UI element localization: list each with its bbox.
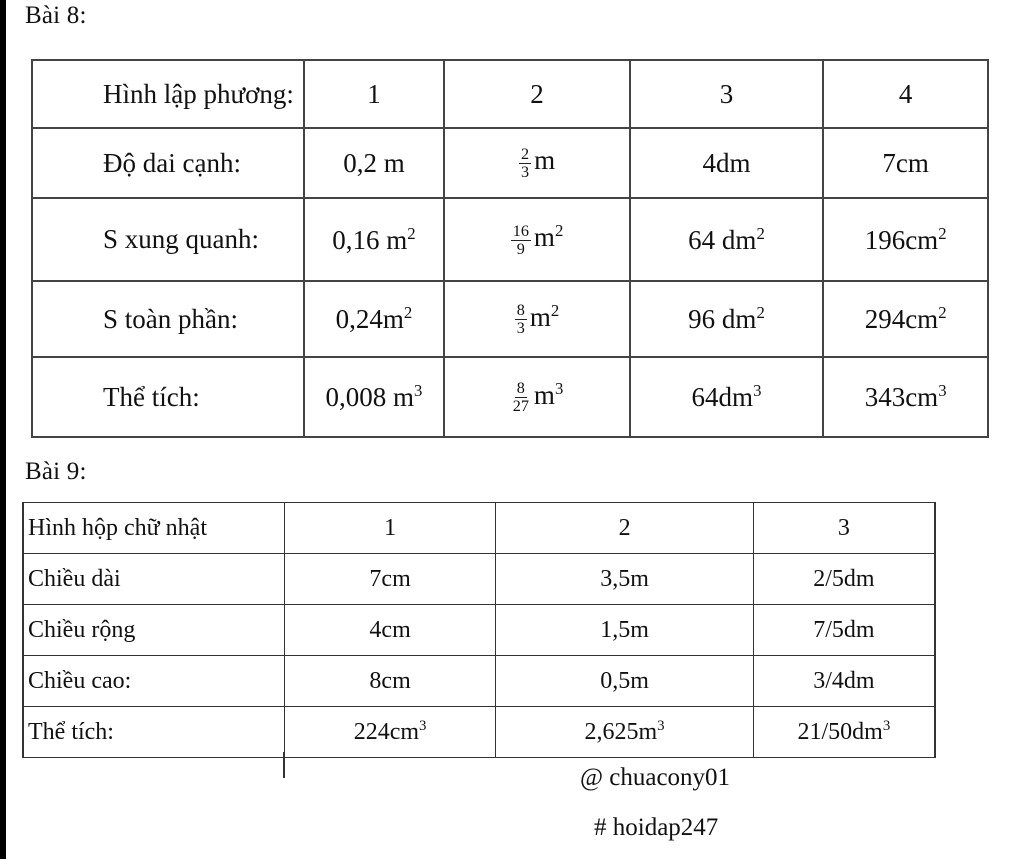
exponent: 2 <box>756 223 765 243</box>
table-cell <box>823 357 988 437</box>
exponent: 2 <box>938 223 947 243</box>
table-cell <box>444 198 629 281</box>
cube-table <box>31 59 989 438</box>
fraction <box>519 146 531 181</box>
table-cell <box>284 656 496 707</box>
table-row <box>32 198 988 281</box>
table-cell <box>496 656 753 707</box>
table-cell <box>304 281 445 357</box>
table-cell <box>284 554 496 605</box>
cell-value: 0,24m <box>335 304 404 334</box>
cube-row-label: S toàn phần: <box>32 281 304 357</box>
cell-value: 64dm <box>691 382 754 412</box>
table-row <box>23 503 935 554</box>
cell-value: 7cm <box>369 565 411 592</box>
cell-value: 3 <box>719 78 734 109</box>
table-cell <box>753 707 935 758</box>
fraction-numerator: 16 <box>512 221 529 240</box>
table-cell <box>823 128 988 198</box>
cell-value: 2,625m <box>584 719 658 745</box>
fraction <box>511 380 531 415</box>
cell-value: 294cm <box>864 304 939 334</box>
cell-value: 64 dm <box>688 224 757 255</box>
cell-value: 1,5m <box>600 616 649 643</box>
cell-value: 0,008 m <box>325 382 415 412</box>
exercise-9-heading: Bài 9: <box>25 458 87 485</box>
exponent: 2 <box>938 303 947 322</box>
exponent: 2 <box>407 223 416 243</box>
table-cell <box>630 198 824 281</box>
table-row <box>32 60 988 128</box>
table-cell <box>304 198 445 281</box>
exponent: 3 <box>882 718 891 734</box>
table-cell <box>496 707 753 758</box>
cell-value: 3 <box>837 514 850 541</box>
cuboid-row-label: Hình hộp chữ nhật <box>23 503 284 554</box>
cell-value: 2 <box>618 514 631 541</box>
table-stem-line <box>283 752 285 778</box>
cell-value: 224cm <box>353 719 420 745</box>
fraction-numerator: 8 <box>516 379 525 398</box>
cell-value: 4 <box>898 78 913 109</box>
cuboid-row-label: Chiều cao: <box>23 656 284 707</box>
cell-value: 0,5m <box>600 667 649 694</box>
table-row <box>23 707 935 758</box>
unit-text: m <box>533 379 555 410</box>
cuboid-table <box>22 502 936 758</box>
exponent: 3 <box>938 381 947 400</box>
cell-value: 3/4dm <box>813 667 875 694</box>
table-row <box>23 554 935 605</box>
table-cell <box>304 128 445 198</box>
unit-text: m <box>533 222 555 253</box>
cell-value: 96 dm <box>688 304 757 334</box>
fraction-numerator: 2 <box>520 144 530 163</box>
cuboid-row-label: Chiều rộng <box>23 605 284 656</box>
table-cell <box>444 128 629 198</box>
table-row <box>32 128 988 198</box>
cell-value: 196cm <box>864 224 939 255</box>
table-cell <box>753 503 935 554</box>
table-cell <box>823 281 988 357</box>
cube-row-label: Hình lập phương: <box>32 60 304 128</box>
table-cell <box>444 357 629 437</box>
fraction-numerator: 8 <box>516 301 525 320</box>
cell-value: 1 <box>384 514 397 541</box>
table-row <box>23 605 935 656</box>
fraction-denominator: 27 <box>512 397 529 416</box>
table-cell <box>496 503 753 554</box>
exponent: 3 <box>414 381 423 400</box>
cube-row-label: Thể tích: <box>32 357 304 437</box>
cell-value: 8cm <box>369 667 411 694</box>
table-cell <box>630 281 824 357</box>
cuboid-row-label: Chiều dài <box>23 554 284 605</box>
fraction <box>511 223 531 258</box>
exponent: 3 <box>753 381 762 400</box>
table-cell <box>630 60 824 128</box>
author-credit: @ chuacony01 <box>580 764 731 791</box>
cell-value: 1 <box>367 78 381 109</box>
cell-value: 4cm <box>369 616 411 643</box>
exponent: 3 <box>419 718 427 734</box>
table-cell <box>753 605 935 656</box>
table-cell <box>444 60 629 128</box>
exponent: 2 <box>403 303 413 322</box>
table-cell <box>284 605 496 656</box>
exponent: 3 <box>657 718 665 734</box>
cell-value: 2/5dm <box>813 565 875 592</box>
fraction-denominator: 3 <box>520 162 530 181</box>
table-cell <box>630 128 824 198</box>
cube-row-label: Độ dai cạnh: <box>32 128 304 198</box>
exercise-8-heading: Bài 8: <box>25 2 87 29</box>
table-row <box>32 357 988 437</box>
table-row <box>32 281 988 357</box>
cell-value: 7cm <box>882 147 929 178</box>
table-cell <box>753 554 935 605</box>
table-cell <box>630 357 824 437</box>
table-cell <box>753 656 935 707</box>
table-row <box>23 656 935 707</box>
cell-value: 21/50dm <box>797 719 883 745</box>
unit-text: m <box>534 145 556 176</box>
fraction-denominator: 9 <box>516 239 525 258</box>
exponent: 2 <box>550 300 560 320</box>
cuboid-row-label: Thể tích: <box>23 707 284 758</box>
table-cell <box>304 60 445 128</box>
table-cell <box>284 503 496 554</box>
table-cell <box>823 60 988 128</box>
cell-value: 4dm <box>702 147 751 178</box>
table-cell <box>284 707 496 758</box>
cell-value: 0,16 m <box>332 224 408 255</box>
left-border-bar <box>0 0 6 859</box>
exponent: 2 <box>554 221 564 241</box>
table-cell <box>304 357 445 437</box>
table-cell <box>496 605 753 656</box>
unit-text: m <box>529 301 551 332</box>
fraction-denominator: 3 <box>516 319 525 338</box>
fraction <box>515 302 527 337</box>
site-tag: # hoidap247 <box>594 814 719 841</box>
cube-row-label: S xung quanh: <box>32 198 304 281</box>
exponent: 3 <box>554 378 564 398</box>
cell-value: 3,5m <box>600 565 649 592</box>
table-cell <box>496 554 753 605</box>
exponent: 2 <box>756 303 765 322</box>
cell-value: 0,2 m <box>343 147 405 178</box>
table-cell <box>444 281 629 357</box>
cell-value: 2 <box>530 78 544 109</box>
table-cell <box>823 198 988 281</box>
cell-value: 7/5dm <box>813 616 875 643</box>
cell-value: 343cm <box>864 382 939 412</box>
